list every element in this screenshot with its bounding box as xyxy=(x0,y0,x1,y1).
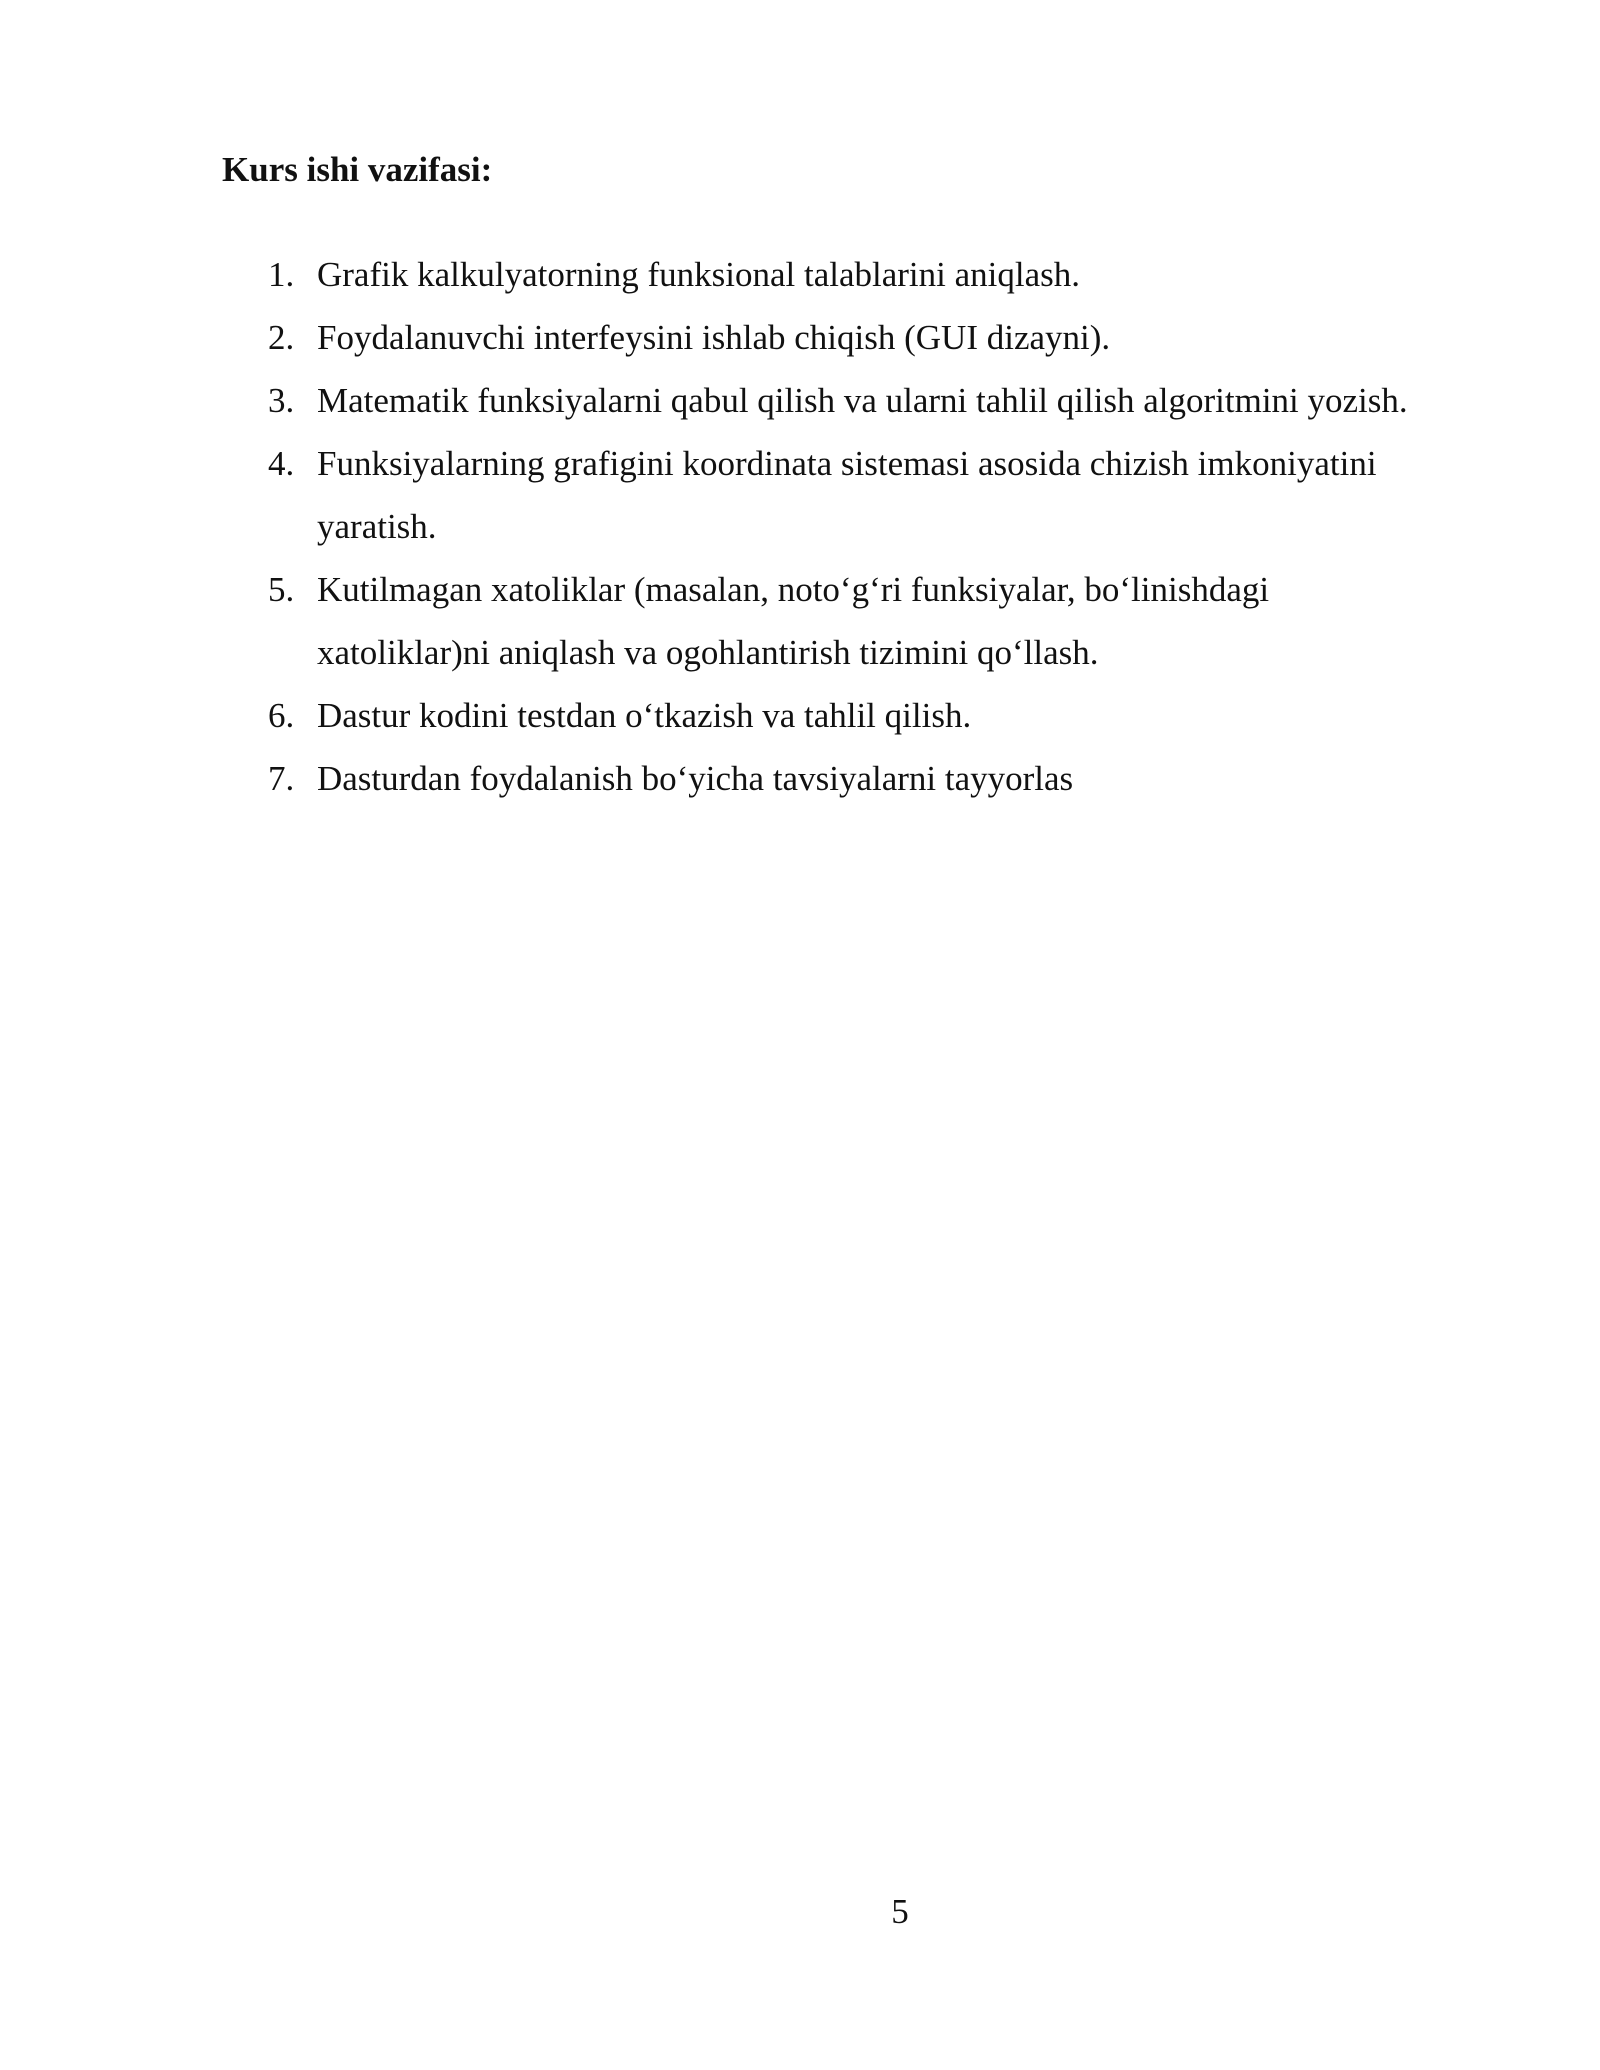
task-number: 7. xyxy=(268,759,295,798)
section-heading: Kurs ishi vazifasi: xyxy=(222,150,493,189)
task-item-1 xyxy=(268,243,1468,306)
task-text: Funksiyalarning grafigini koordinata sistemasi asosida chizish imkoniyatini xyxy=(317,444,1377,483)
task-number: 5. xyxy=(268,570,295,609)
task-item-7 xyxy=(268,747,1468,810)
task-text-continuation: yaratish. xyxy=(317,507,437,546)
task-list xyxy=(268,243,1468,810)
page-number: 5 xyxy=(891,1892,909,1931)
task-text: Kutilmagan xatoliklar (masalan, noto‘g‘ri funksiyalar, bo‘linishdagi xyxy=(317,570,1270,609)
task-item-6 xyxy=(268,684,1468,747)
task-text: Dastur kodini testdan o‘tkazish va tahlil qilish. xyxy=(317,696,972,735)
task-text: Dasturdan foydalanish bo‘yicha tavsiyalarni tayyorlas xyxy=(317,759,1074,798)
task-item-5 xyxy=(268,558,1468,684)
task-text: Grafik kalkulyatorning funksional talablarini aniqlash. xyxy=(317,255,1080,294)
task-number: 4. xyxy=(268,444,295,483)
task-number: 6. xyxy=(268,696,295,735)
task-text-continuation: xatoliklar)ni aniqlash va ogohlantirish tizimini qo‘llash. xyxy=(317,633,1099,672)
task-item-4 xyxy=(268,432,1468,558)
task-number: 1. xyxy=(268,255,295,294)
task-item-3 xyxy=(268,369,1468,432)
task-text: Matematik funksiyalarni qabul qilish va ularni tahlil qilish algoritmini yozish. xyxy=(317,381,1408,420)
task-number: 3. xyxy=(268,381,295,420)
task-item-2 xyxy=(268,306,1468,369)
task-text: Foydalanuvchi interfeysini ishlab chiqish (GUI dizayni). xyxy=(317,318,1111,357)
task-number: 2. xyxy=(268,318,295,357)
